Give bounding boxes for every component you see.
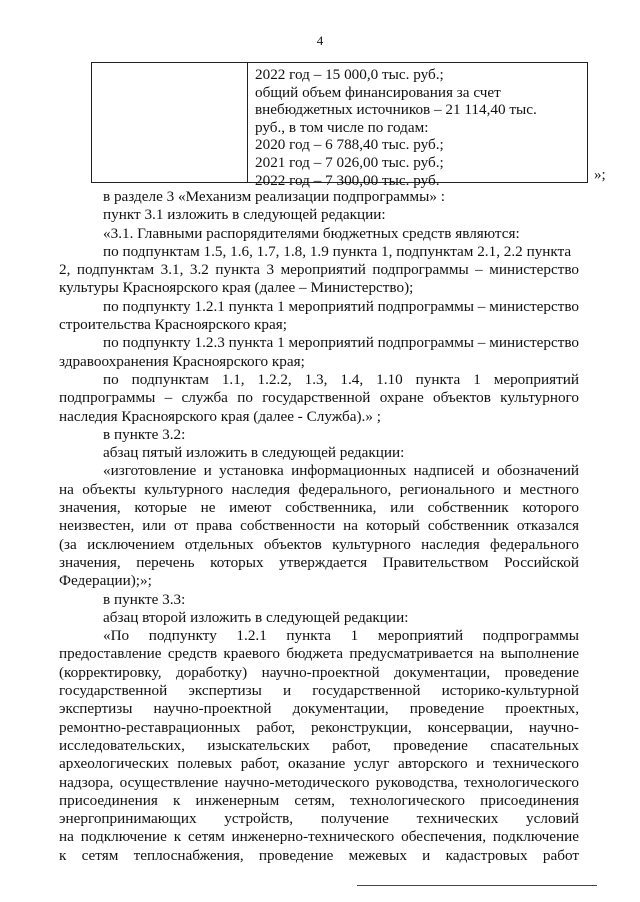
table-line: внебюджетных источников – 21 114,40 тыс.: [255, 101, 537, 119]
footer-rule: [357, 885, 597, 886]
body-line: государственной экспертизы и государственной историко-культурной: [59, 682, 579, 700]
body-line: надзора, осуществление научно-методического руководства, технологического: [59, 773, 579, 791]
body-line: неизвестен, или от права собственности на который собственник отказался: [59, 517, 579, 535]
body-line: (за исключением отдельных объектов культурного наследия федерального: [59, 535, 579, 553]
document-body: [59, 188, 579, 865]
body-line: в пункте 3.2:: [103, 425, 186, 443]
body-line: культуры Красноярского края (далее – Министерство);: [59, 279, 414, 297]
body-line: исследовательских, изыскательских работ, проведение спасательных: [59, 736, 579, 754]
body-line: 2, подпунктам 3.1, 3.2 пункта 3 мероприятий подпрограммы – министерство: [59, 261, 579, 279]
body-line: по подпунктам 1.5, 1.6, 1.7, 1.8, 1.9 пункта 1, подпунктам 2.1, 2.2 пункта: [103, 242, 572, 260]
body-line: «изготовление и установка информационных надписей и обозначений: [103, 462, 579, 480]
body-line: значения, которые не имеют собственника, или собственник которого: [59, 499, 579, 517]
body-line: археологических полевых работ, оказание услуг авторского и технического: [59, 755, 579, 773]
table-closing-quote: »;: [594, 167, 606, 183]
financing-table: [91, 62, 588, 189]
body-line: наследия Красноярского края (далее - Служба).» ;: [59, 407, 381, 425]
body-line: предоставление средств краевого бюджета предусматривается на выполнение: [59, 645, 579, 663]
financing-cell: [255, 66, 583, 189]
body-line: на подключение к сетям инженерно-технического обеспечения, подключение: [59, 828, 579, 846]
body-line: к сетям теплоснабжения, проведение межевых и кадастровых работ: [59, 846, 579, 864]
body-line: (корректировку, доработку) научно-проектной документации, проведение: [59, 663, 579, 681]
body-line: строительства Красноярского края;: [59, 316, 287, 334]
table-line: 2021 год – 7 026,00 тыс. руб.;: [255, 153, 444, 171]
body-line: по подпункту 1.2.3 пункта 1 мероприятий подпрограммы – министерство: [103, 334, 579, 352]
table-line: руб., в том числе по годам:: [255, 118, 429, 136]
body-line: ремонтно-реставрационных работ, реконструкции, консервации, научно-: [59, 718, 579, 736]
table-column-divider: [247, 63, 248, 182]
body-line: Федерации);»;: [59, 572, 152, 590]
body-line: подпрограммы – служба по государственной охране объектов культурного: [59, 389, 579, 407]
body-line: «По подпункту 1.2.1 пункта 1 мероприятий подпрограммы: [103, 627, 579, 645]
body-line: здравоохранения Красноярского края;: [59, 352, 305, 370]
body-line: по подпункту 1.2.1 пункта 1 мероприятий подпрограммы – министерство: [103, 297, 579, 315]
body-line: значения, перечень которых утверждается Правительством Российской: [59, 553, 579, 571]
table-line: 2022 год – 15 000,0 тыс. руб.;: [255, 66, 444, 83]
body-line: пункт 3.1 изложить в следующей редакции:: [103, 206, 386, 224]
body-line: «3.1. Главными распорядителями бюджетных средств являются:: [103, 224, 520, 242]
table-line: 2020 год – 6 788,40 тыс. руб.;: [255, 136, 444, 154]
body-line: энергопринимающих устройств, получение технических условий: [59, 810, 579, 828]
table-line: 2022 год – 7 300,00 тыс. руб.: [255, 171, 440, 189]
body-line: по подпунктам 1.1, 1.2.2, 1.3, 1.4, 1.10 пункта 1 мероприятий: [103, 370, 579, 388]
body-line: в разделе 3 «Механизм реализации подпрограммы» :: [103, 188, 445, 205]
body-line: в пункте 3.3:: [103, 590, 186, 608]
body-line: на объекты культурного наследия федерального, регионального и местного: [59, 480, 579, 498]
body-line: экспертизы научно-проектной документации, проведение проектных,: [59, 700, 579, 718]
table-line: общий объем финансирования за счет: [255, 83, 501, 101]
body-line: абзац пятый изложить в следующей редакции:: [103, 444, 405, 462]
body-line: присоединения к инженерным сетям, технологического присоединения: [59, 791, 579, 809]
body-line: абзац второй изложить в следующей редакции:: [103, 608, 409, 626]
page-number: 4: [316, 33, 324, 48]
